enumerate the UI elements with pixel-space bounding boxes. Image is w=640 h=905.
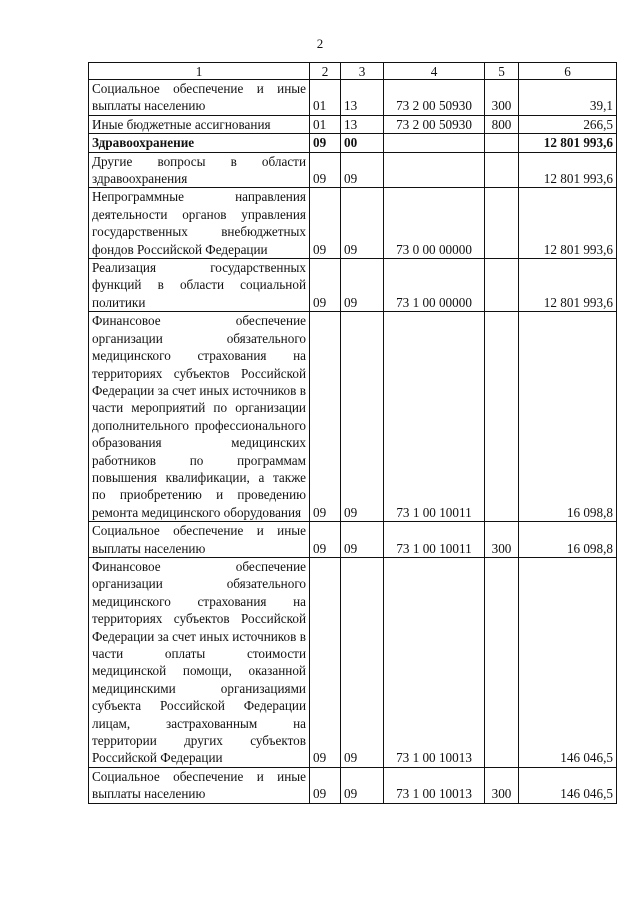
row-subsection-cell: 09 bbox=[341, 188, 384, 259]
column-header: 4 bbox=[384, 63, 485, 80]
row-expense-type-cell: 300 bbox=[485, 522, 519, 558]
table-row bbox=[89, 312, 617, 522]
row-name-cell: Социальное обеспечение и иные выплаты населению bbox=[89, 767, 310, 803]
table-row bbox=[89, 557, 617, 767]
row-expense-type-cell bbox=[485, 312, 519, 522]
table-row bbox=[89, 767, 617, 803]
row-amount-cell: 146 046,5 bbox=[519, 767, 617, 803]
row-target-article-cell: 73 0 00 00000 bbox=[384, 188, 485, 259]
row-target-article-cell: 73 1 00 10013 bbox=[384, 767, 485, 803]
table-row bbox=[89, 188, 617, 259]
row-amount-cell: 39,1 bbox=[519, 80, 617, 116]
row-subsection-cell: 13 bbox=[341, 115, 384, 133]
column-header: 6 bbox=[519, 63, 617, 80]
row-name-cell: Иные бюджетные ассигнования bbox=[89, 115, 310, 133]
row-section-cell: 09 bbox=[310, 557, 341, 767]
row-section-cell: 09 bbox=[310, 152, 341, 188]
row-amount-cell: 12 801 993,6 bbox=[519, 152, 617, 188]
row-subsection-cell: 09 bbox=[341, 152, 384, 188]
row-target-article-cell: 73 1 00 10013 bbox=[384, 557, 485, 767]
row-subsection-cell: 09 bbox=[341, 522, 384, 558]
row-expense-type-cell: 300 bbox=[485, 767, 519, 803]
table-row bbox=[89, 259, 617, 312]
row-name-cell: Финансовое обеспечение организации обязательного медицинского страхования на территориях субъектов Российской Федерации за счет иных источников в части оплаты стоимости медицинской помощи, оказанной медицинскими организациями субъекта Российской Федерации лицам, застрахованным на территории других субъектов Российской Федерации bbox=[89, 557, 310, 767]
row-section-cell: 09 bbox=[310, 522, 341, 558]
row-subsection-cell: 09 bbox=[341, 259, 384, 312]
row-target-article-cell: 73 1 00 10011 bbox=[384, 312, 485, 522]
row-target-article-cell: 73 2 00 50930 bbox=[384, 115, 485, 133]
row-section-cell: 01 bbox=[310, 115, 341, 133]
row-target-article-cell: 73 1 00 10011 bbox=[384, 522, 485, 558]
table-row bbox=[89, 134, 617, 152]
row-target-article-cell bbox=[384, 152, 485, 188]
row-subsection-cell: 09 bbox=[341, 767, 384, 803]
row-name-cell: Социальное обеспечение и иные выплаты населению bbox=[89, 522, 310, 558]
column-header: 1 bbox=[89, 63, 310, 80]
row-section-cell: 09 bbox=[310, 767, 341, 803]
row-subsection-cell: 13 bbox=[341, 80, 384, 116]
row-subsection-cell: 09 bbox=[341, 312, 384, 522]
row-amount-cell: 12 801 993,6 bbox=[519, 259, 617, 312]
table-row bbox=[89, 115, 617, 133]
row-expense-type-cell bbox=[485, 188, 519, 259]
page-number: 2 bbox=[316, 36, 324, 51]
budget-table bbox=[88, 62, 617, 804]
row-amount-cell: 266,5 bbox=[519, 115, 617, 133]
row-expense-type-cell bbox=[485, 557, 519, 767]
row-target-article-cell: 73 2 00 50930 bbox=[384, 80, 485, 116]
row-section-cell: 09 bbox=[310, 134, 341, 152]
table-row bbox=[89, 152, 617, 188]
column-header: 5 bbox=[485, 63, 519, 80]
row-section-cell: 01 bbox=[310, 80, 341, 116]
column-header: 3 bbox=[341, 63, 384, 80]
row-name-cell: Финансовое обеспечение организации обязательного медицинского страхования на территориях субъектов Российской Федерации за счет иных источников в части мероприятий по организации дополнительного профессионального образования медицинских работников по программам повышения квалификации, а также по приобретению и проведению ремонта медицинского оборудования bbox=[89, 312, 310, 522]
row-subsection-cell: 09 bbox=[341, 557, 384, 767]
row-section-cell: 09 bbox=[310, 259, 341, 312]
row-expense-type-cell bbox=[485, 259, 519, 312]
column-header: 2 bbox=[310, 63, 341, 80]
row-amount-cell: 16 098,8 bbox=[519, 522, 617, 558]
row-name-cell: Другие вопросы в области здравоохранения bbox=[89, 152, 310, 188]
row-expense-type-cell: 300 bbox=[485, 80, 519, 116]
row-name-cell: Реализация государственных функций в области социальной политики bbox=[89, 259, 310, 312]
row-section-cell: 09 bbox=[310, 188, 341, 259]
row-target-article-cell bbox=[384, 134, 485, 152]
row-target-article-cell: 73 1 00 00000 bbox=[384, 259, 485, 312]
row-amount-cell: 146 046,5 bbox=[519, 557, 617, 767]
row-expense-type-cell bbox=[485, 134, 519, 152]
row-amount-cell: 16 098,8 bbox=[519, 312, 617, 522]
row-name-cell: Здравоохранение bbox=[89, 134, 310, 152]
row-section-cell: 09 bbox=[310, 312, 341, 522]
row-expense-type-cell: 800 bbox=[485, 115, 519, 133]
row-expense-type-cell bbox=[485, 152, 519, 188]
table-header-row bbox=[89, 63, 617, 80]
row-amount-cell: 12 801 993,6 bbox=[519, 188, 617, 259]
row-subsection-cell: 00 bbox=[341, 134, 384, 152]
table-row bbox=[89, 522, 617, 558]
table-row bbox=[89, 80, 617, 116]
row-amount-cell: 12 801 993,6 bbox=[519, 134, 617, 152]
row-name-cell: Социальное обеспечение и иные выплаты населению bbox=[89, 80, 310, 116]
row-name-cell: Непрограммные направления деятельности органов управления государственных внебюджетных фондов Российской Федерации bbox=[89, 188, 310, 259]
